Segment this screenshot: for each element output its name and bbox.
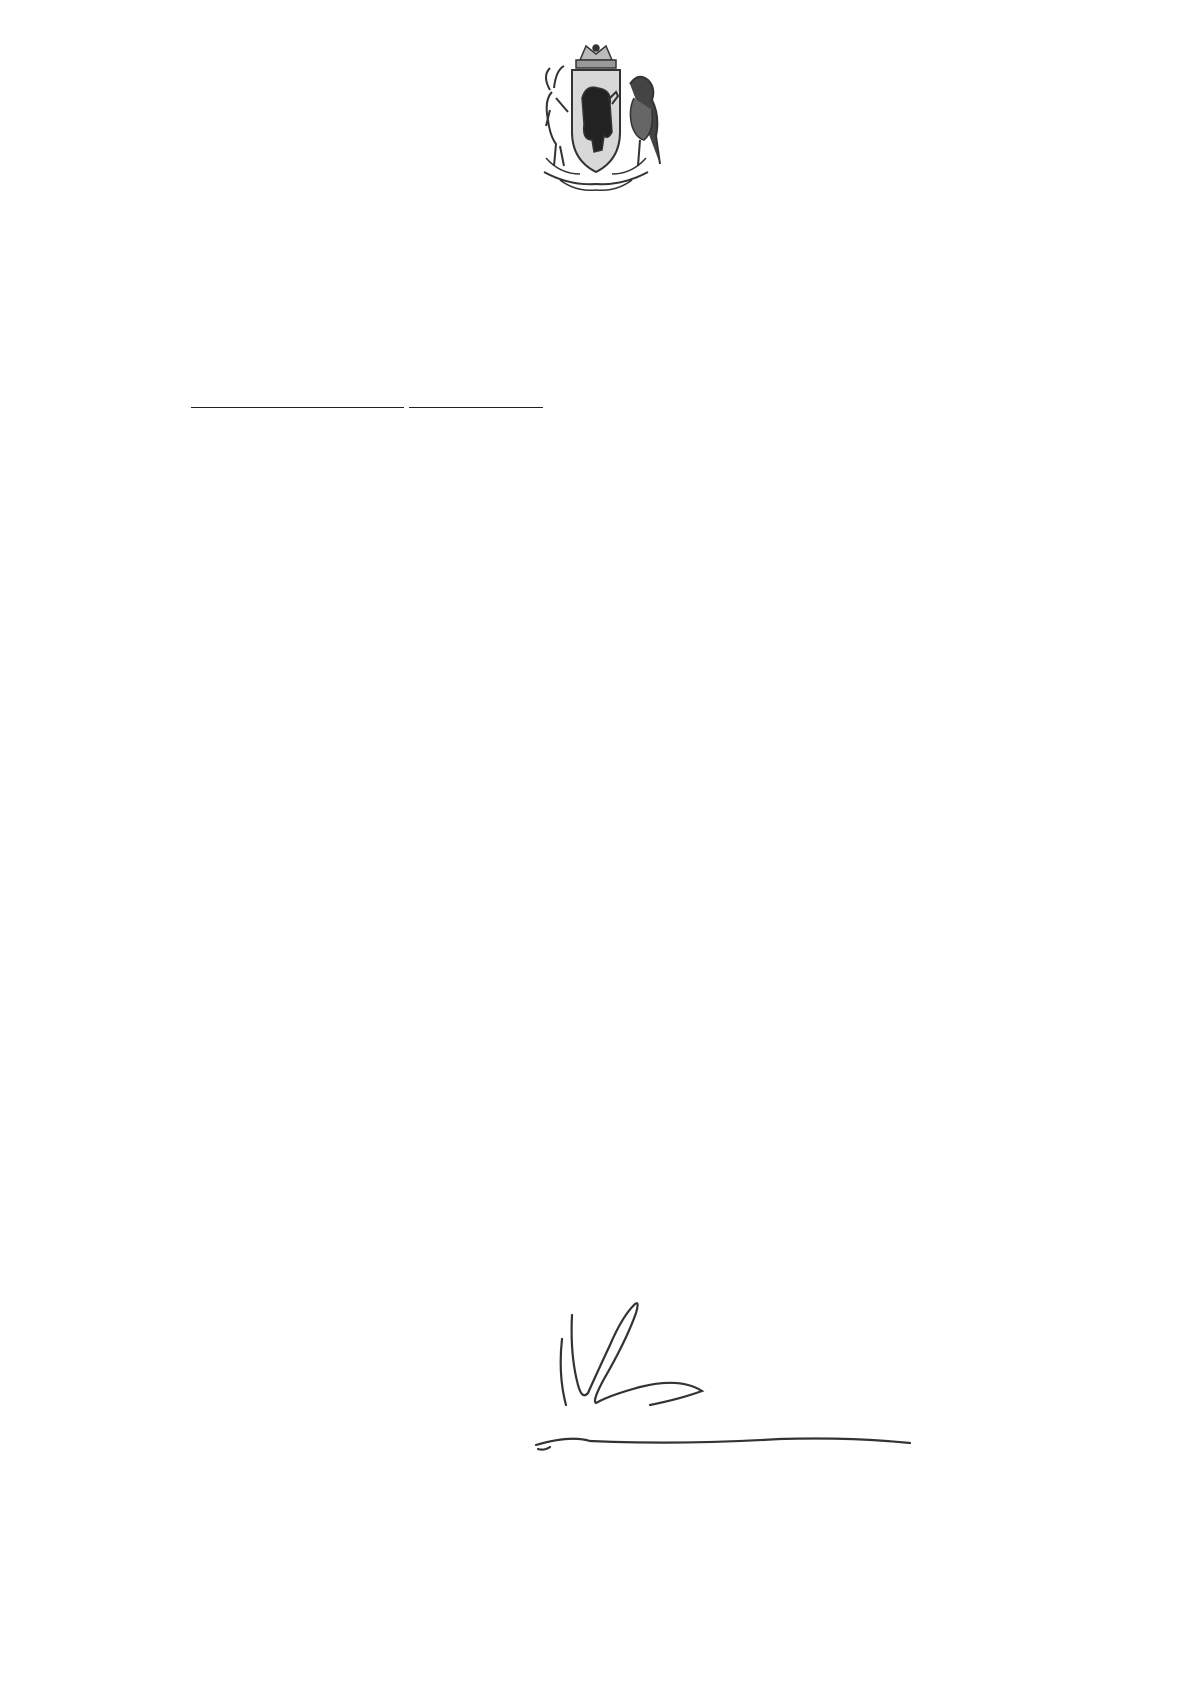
handwritten-number bbox=[409, 407, 543, 408]
yaroslavl-coat-of-arms-emblem bbox=[520, 40, 672, 200]
handwritten-date bbox=[191, 407, 404, 408]
date-number-line bbox=[191, 392, 543, 414]
governor-signature bbox=[530, 1295, 950, 1470]
